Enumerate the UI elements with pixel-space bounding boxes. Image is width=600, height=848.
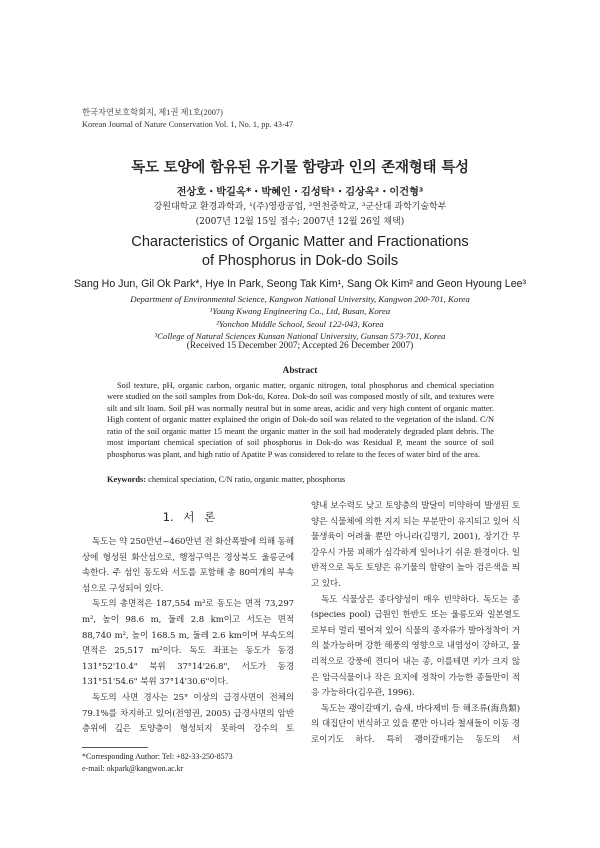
body-paragraph: 독도 식물상은 종다양성이 매우 빈약하다. 독도는 종(species pool) 급원인 한반도 또는 울릉도와 일본열도로부터 멀리 떨어져 있어 식물의 종자류가 발아정착이 거의 불가능하며 강한 해풍의 영향으로 내염성이 강하고, 물리적으로 강풍에 견디어 내는 종, 이를테면 키가 크지 않은 암극식물이나 작은 요지에 정착이 가능한 종들만이 적응 가능하다(김우관, 1996).: [311, 594, 520, 699]
affiliation-en-line: ³College of Natural Sciences Kunsan National University, Gunsan 573-701, Korea: [154, 330, 446, 341]
received-date-en: (Received 15 December 2007; Accepted 26 December 2007): [186, 341, 414, 351]
journal-name-en: Korean Journal of Nature Conservation Vol. 1, No. 1, pp. 43-47: [82, 120, 293, 129]
affiliation-en-line: ²Yonchon Middle School, Seoul 122-043, Korea: [216, 318, 384, 329]
footnote: [82, 751, 233, 775]
paper-title-ko: 독도 토양에 함유된 유기물 함량과 인의 존재형태 특성: [131, 160, 469, 176]
body-column-right: [311, 499, 520, 749]
authors-ko: 전상호・박길옥*・박혜인・김성탁¹・김상옥²・이건형³: [176, 187, 424, 198]
journal-name-ko: 한국자연보호학회지, 제1권 제1호(2007): [82, 108, 223, 117]
corresponding-author: *Corresponding Author: Tel: +82-33-250-8573: [82, 752, 233, 761]
body-paragraph: 독도의 총면적은 187,554 m²로 동도는 면적 73,297 m², 높이 98.6 m, 둘레 2.8 km이고 서도는 면적 88,740 m², 높이 168.5 m, 둘레 2.6 km이며 부속도의 면적은 25,517 m²이다. 독도 좌표는 동도가 동경 131°52'10.4" 북위 37°14'26.8", 서도가 동경 131°51'54.6" 북위 37°14'30.6"이다.: [82, 599, 294, 688]
body-column-left: [82, 535, 294, 738]
affiliations-ko: [0, 200, 600, 230]
keywords-value: chemical speciation, C/N ratio, organic matter, phosphorus: [148, 475, 346, 484]
affiliations-en: [0, 293, 600, 342]
body-paragraph: 독도의 사면 경사는 25° 이상의 급경사면이 전체의 79.1%를 차지하고 있어(전영권, 2005) 급경사면의 암반층위에 깊은 토양층이 형성되지 못하여 강수의 토: [82, 692, 294, 735]
abstract-heading: Abstract: [282, 366, 318, 376]
body-paragraph: 독도는 약 250만년~460만년 전 화산폭발에 의해 동해상에 형성된 화산섬으로, 행정구역은 경상북도 울릉군에 속한다. 주 섬인 동도와 서도를 포함해 총 80여개의 부속 섬으로 구성되어 있다.: [82, 537, 294, 594]
authors-en: Sang Ho Jun, Gil Ok Park*, Hye In Park, Seong Tak Kim¹, Sang Ok Kim² and Geon Hyoung Lee³: [73, 278, 527, 290]
paper-title-en-line: of Phosphorus in Dok-do Soils: [201, 253, 399, 269]
author-email: e-mail: okpark@kangwon.ac.kr: [82, 764, 184, 773]
keywords-label: Keywords:: [107, 475, 147, 484]
affiliation-en-line: Department of Environmental Science, Kangwon National University, Kangwon 200-701, Korea: [130, 294, 470, 304]
affiliation-ko-line: 강원대학교 환경과학과, ¹(주)영광공업, ²연천중학교, ³군산대 과학기술학부: [153, 202, 447, 212]
received-date-ko: (2007년 12월 15일 접수; 2007년 12월 26일 채택): [195, 217, 405, 227]
journal-header: [82, 107, 293, 131]
affiliation-en-line: ¹Young Kwang Engineering Co., Ltd, Busan, Korea: [209, 306, 391, 317]
section-heading: 1. 서 론: [162, 510, 216, 524]
body-paragraph: 양내 보수력도 낮고 토양층의 발달이 미약하여 발생된 토양은 식물체에 의한 지지 되는 부분만이 유지되고 있어 식물생육이 어려울 뿐만 아니라(김명기, 2001), 장기간 무강우시 가뭄 피해가 심각하게 일어나기 쉬운 환경이다. 일반적으로 독도 토양은 유기물의 함량이 높아 검은색을 띄고 있다.: [311, 501, 520, 589]
body-paragraph: 독도는 괭이갈매기, 슴새, 바다제비 등 해조류(海鳥類)의 대집단이 번식하고 있을 뿐만 아니라 철새들이 이동 경로이기도 하다. 특히 괭이갈매기는 동도의 서: [311, 703, 520, 745]
paper-title-en: [0, 233, 600, 271]
abstract-body: Soil texture, pH, organic carbon, organic matter, organic nitrogen, total phosphorus and chemical speciation were studied on the soil samples from Dok-do, Korea. Dok-do soil was composed mostly of silt, and textures were silt and silt loam. Soil pH was normally neutral but in some areas, acidic and very high content of organic matter. High content of organic matter explained the origin of Dok-do soil was related to the vegetation of the island. C/N ratio of the soil organic matter 15 meant the organic matter in the soil had moderately degraded plant debris. The most important chemical speciation of soil phosphorus in Dok-do was Residual P, meant the source of soil phosphorus was plant, and high ratio of Apatite P was considered to relate to the feces of water bird of the area.: [107, 381, 494, 459]
keywords: [107, 475, 345, 484]
paper-title-en-line: Characteristics of Organic Matter and Fractionations: [131, 234, 469, 250]
footnote-divider: [82, 747, 148, 748]
